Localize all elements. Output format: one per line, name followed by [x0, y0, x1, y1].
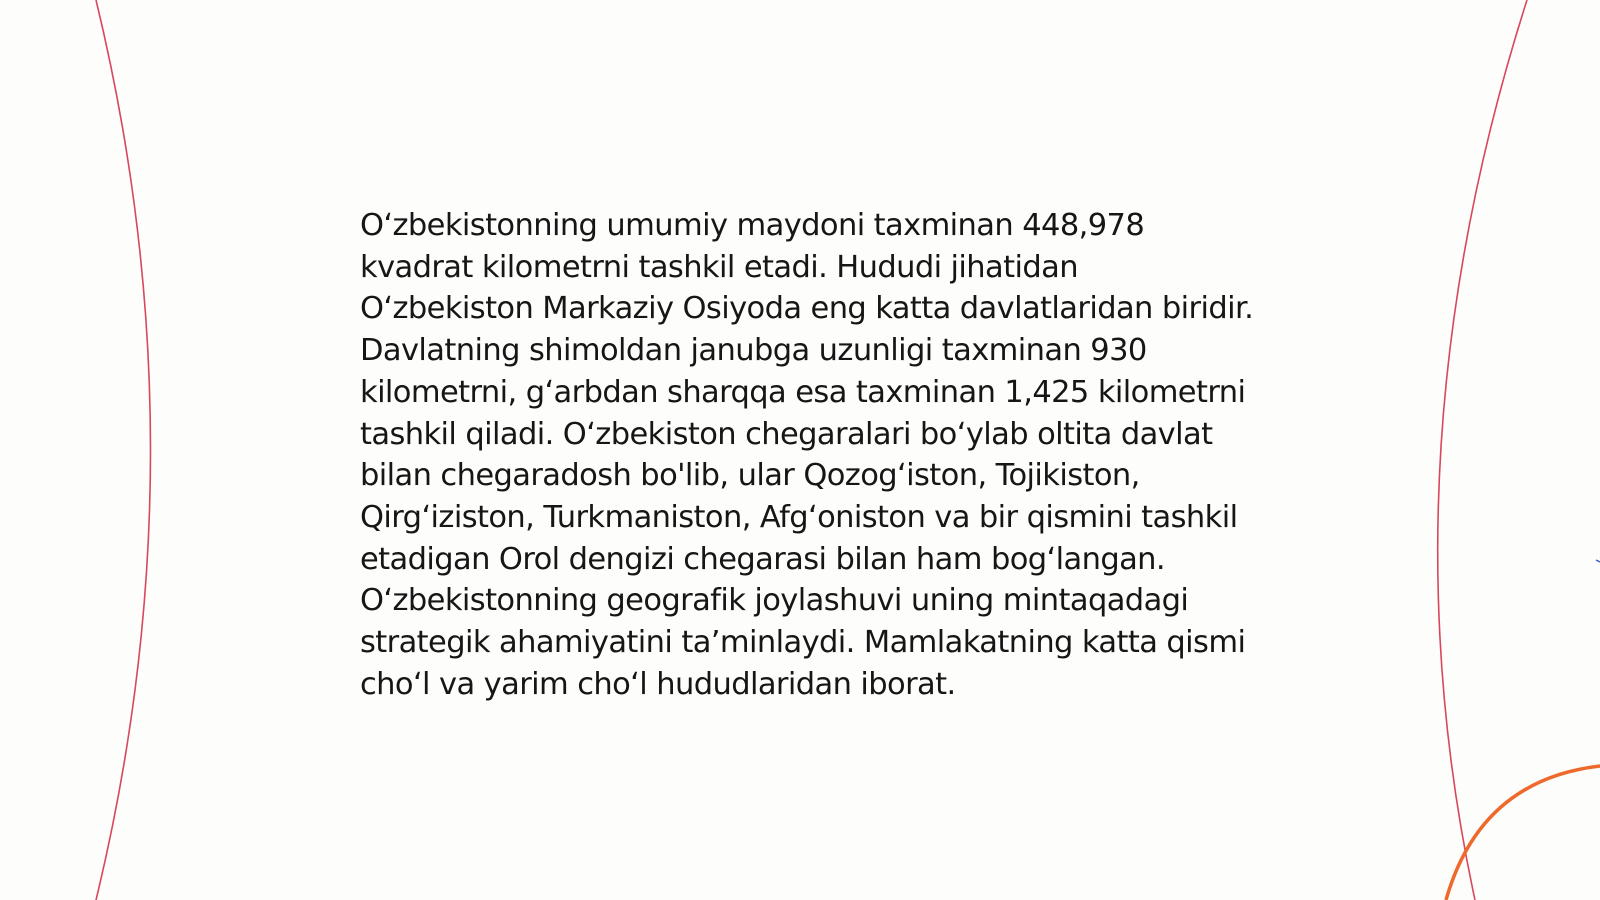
- orange-arc: [1446, 766, 1600, 900]
- blue-mark: [1596, 560, 1600, 562]
- body-paragraph: O‘zbekistonning umumiy maydoni taxminan 448,978 kvadrat kilometrni tashkil etadi. Hududi jihatidan O‘zbekiston Markaziy Osiyoda eng katta davlatlaridan biridir. Davlatning shimoldan janubga uzunligi taxminan 930 kilometrni, g‘arbdan sharqqa esa taxminan 1,425 kilometrni tashkil qiladi. O‘zbekiston chegaralari bo‘ylab oltita davlat bilan chegaradosh bo'lib, ular Qozog‘iston, Tojikiston, Qirg‘iziston, Turkmaniston, Afg‘oniston va bir qismini tashkil etadigan Orol dengizi chegarasi bilan ham bog‘langan. O‘zbekistonning geografik joylashuvi uning mintaqadagi strategik ahamiyatini ta’minlaydi. Mamlakatning katta qismi cho‘l va yarim cho‘l hududlaridan iborat.: [360, 208, 1254, 702]
- left-curve: [96, 0, 151, 900]
- right-curve: [1438, 0, 1527, 900]
